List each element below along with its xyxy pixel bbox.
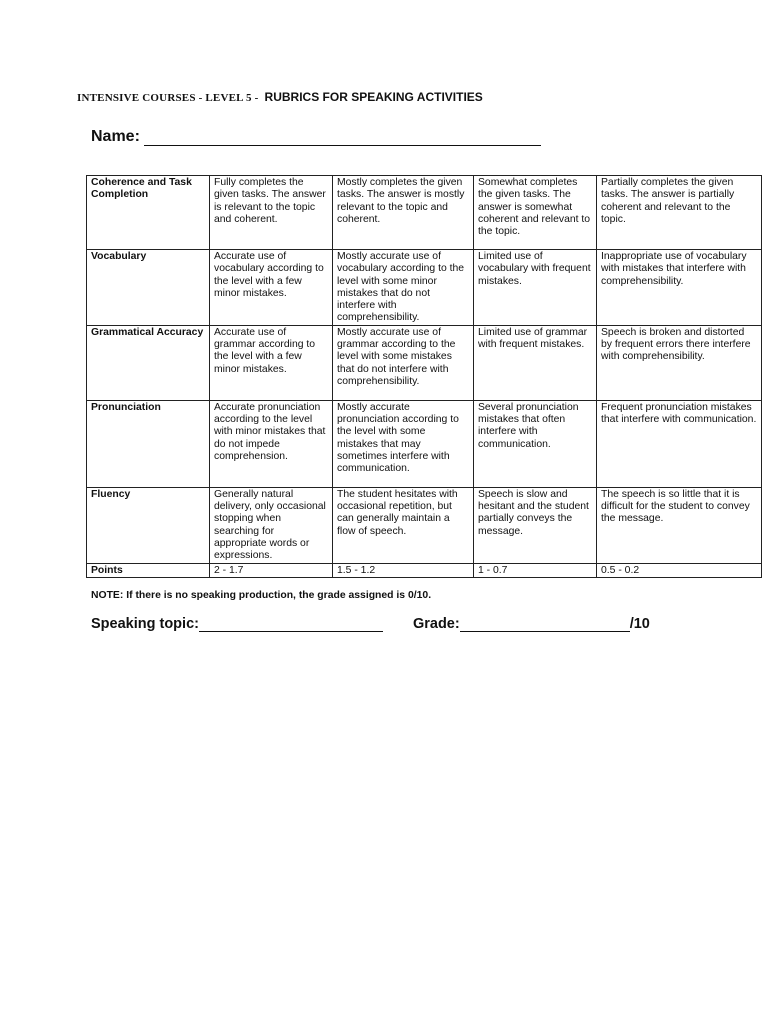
level-cell: Mostly accurate use of grammar according to the level with some mistakes that do not interfere with comprehensibility. xyxy=(333,325,474,400)
rubric-row-grammar xyxy=(87,325,762,400)
rubric-row-fluency xyxy=(87,487,762,563)
level-cell: The student hesitates with occasional repetition, but can generally maintain a flow of speech. xyxy=(333,487,474,563)
criterion-cell: Grammatical Accuracy xyxy=(87,325,210,400)
name-field-row xyxy=(91,128,541,146)
level-cell: Accurate pronunciation according to the level with minor mistakes that do not impede comprehension. xyxy=(210,400,333,487)
grade-suffix: /10 xyxy=(629,616,650,632)
points-cell: 1 - 0.7 xyxy=(474,563,597,577)
name-label: Name: xyxy=(91,128,140,145)
rubric-row-vocabulary xyxy=(87,250,762,326)
grading-note: NOTE: If there is no speaking production, the grade assigned is 0/10. xyxy=(91,590,432,601)
points-cell: 1.5 - 1.2 xyxy=(333,563,474,577)
document-header xyxy=(77,90,483,104)
rubric-title: RUBRICS FOR SPEAKING ACTIVITIES xyxy=(264,90,483,104)
name-blank-line[interactable] xyxy=(144,131,541,146)
level-cell: Somewhat completes the given tasks. The answer is somewhat coherent and relevant to the topic. xyxy=(474,176,597,250)
criterion-cell: Vocabulary xyxy=(87,250,210,326)
course-level-text: INTENSIVE COURSES - LEVEL 5 - xyxy=(77,92,259,104)
level-cell: Speech is broken and distorted by frequent errors there interfere with comprehensibility. xyxy=(597,325,762,400)
speaking-topic-label: Speaking topic: xyxy=(91,616,199,632)
level-cell: Accurate use of grammar according to the level with a few minor mistakes. xyxy=(210,325,333,400)
rubric-table xyxy=(86,175,762,578)
topic-grade-row xyxy=(91,616,650,632)
rubric-row-pronunciation xyxy=(87,400,762,487)
level-cell: Accurate use of vocabulary according to the level with a few minor mistakes. xyxy=(210,250,333,326)
level-cell: Inappropriate use of vocabulary with mistakes that interfere with comprehensibility. xyxy=(597,250,762,326)
points-cell: 0.5 - 0.2 xyxy=(597,563,762,577)
rubric-row-points xyxy=(87,563,762,577)
rubric-row-coherence xyxy=(87,176,762,250)
level-cell: Speech is slow and hesitant and the student partially conveys the message. xyxy=(474,487,597,563)
grade-blank-line[interactable] xyxy=(460,617,630,632)
criterion-cell: Fluency xyxy=(87,487,210,563)
level-cell: Mostly accurate pronunciation according to the level with some mistakes that may sometimes interfere with communication. xyxy=(333,400,474,487)
criterion-cell: Points xyxy=(87,563,210,577)
level-cell: Mostly accurate use of vocabulary according to the level with some minor mistakes that do not interfere with comprehensibility. xyxy=(333,250,474,326)
grade-label: Grade: xyxy=(412,616,460,632)
points-cell: 2 - 1.7 xyxy=(210,563,333,577)
level-cell: Partially completes the given tasks. The answer is partially coherent and relevant to the topic. xyxy=(597,176,762,250)
level-cell: Limited use of vocabulary with frequent mistakes. xyxy=(474,250,597,326)
level-cell: Fully completes the given tasks. The answer is relevant to the topic and coherent. xyxy=(210,176,333,250)
level-cell: Mostly completes the given tasks. The answer is mostly relevant to the topic and coherent. xyxy=(333,176,474,250)
criterion-cell: Coherence and Task Completion xyxy=(87,176,210,250)
level-cell: Several pronunciation mistakes that often interfere with communication. xyxy=(474,400,597,487)
level-cell: The speech is so little that it is difficult for the student to convey the message. xyxy=(597,487,762,563)
level-cell: Generally natural delivery, only occasional stopping when searching for appropriate words or expressions. xyxy=(210,487,333,563)
criterion-cell: Pronunciation xyxy=(87,400,210,487)
level-cell: Frequent pronunciation mistakes that interfere with communication. xyxy=(597,400,762,487)
speaking-topic-blank-line[interactable] xyxy=(199,617,383,632)
level-cell: Limited use of grammar with frequent mistakes. xyxy=(474,325,597,400)
